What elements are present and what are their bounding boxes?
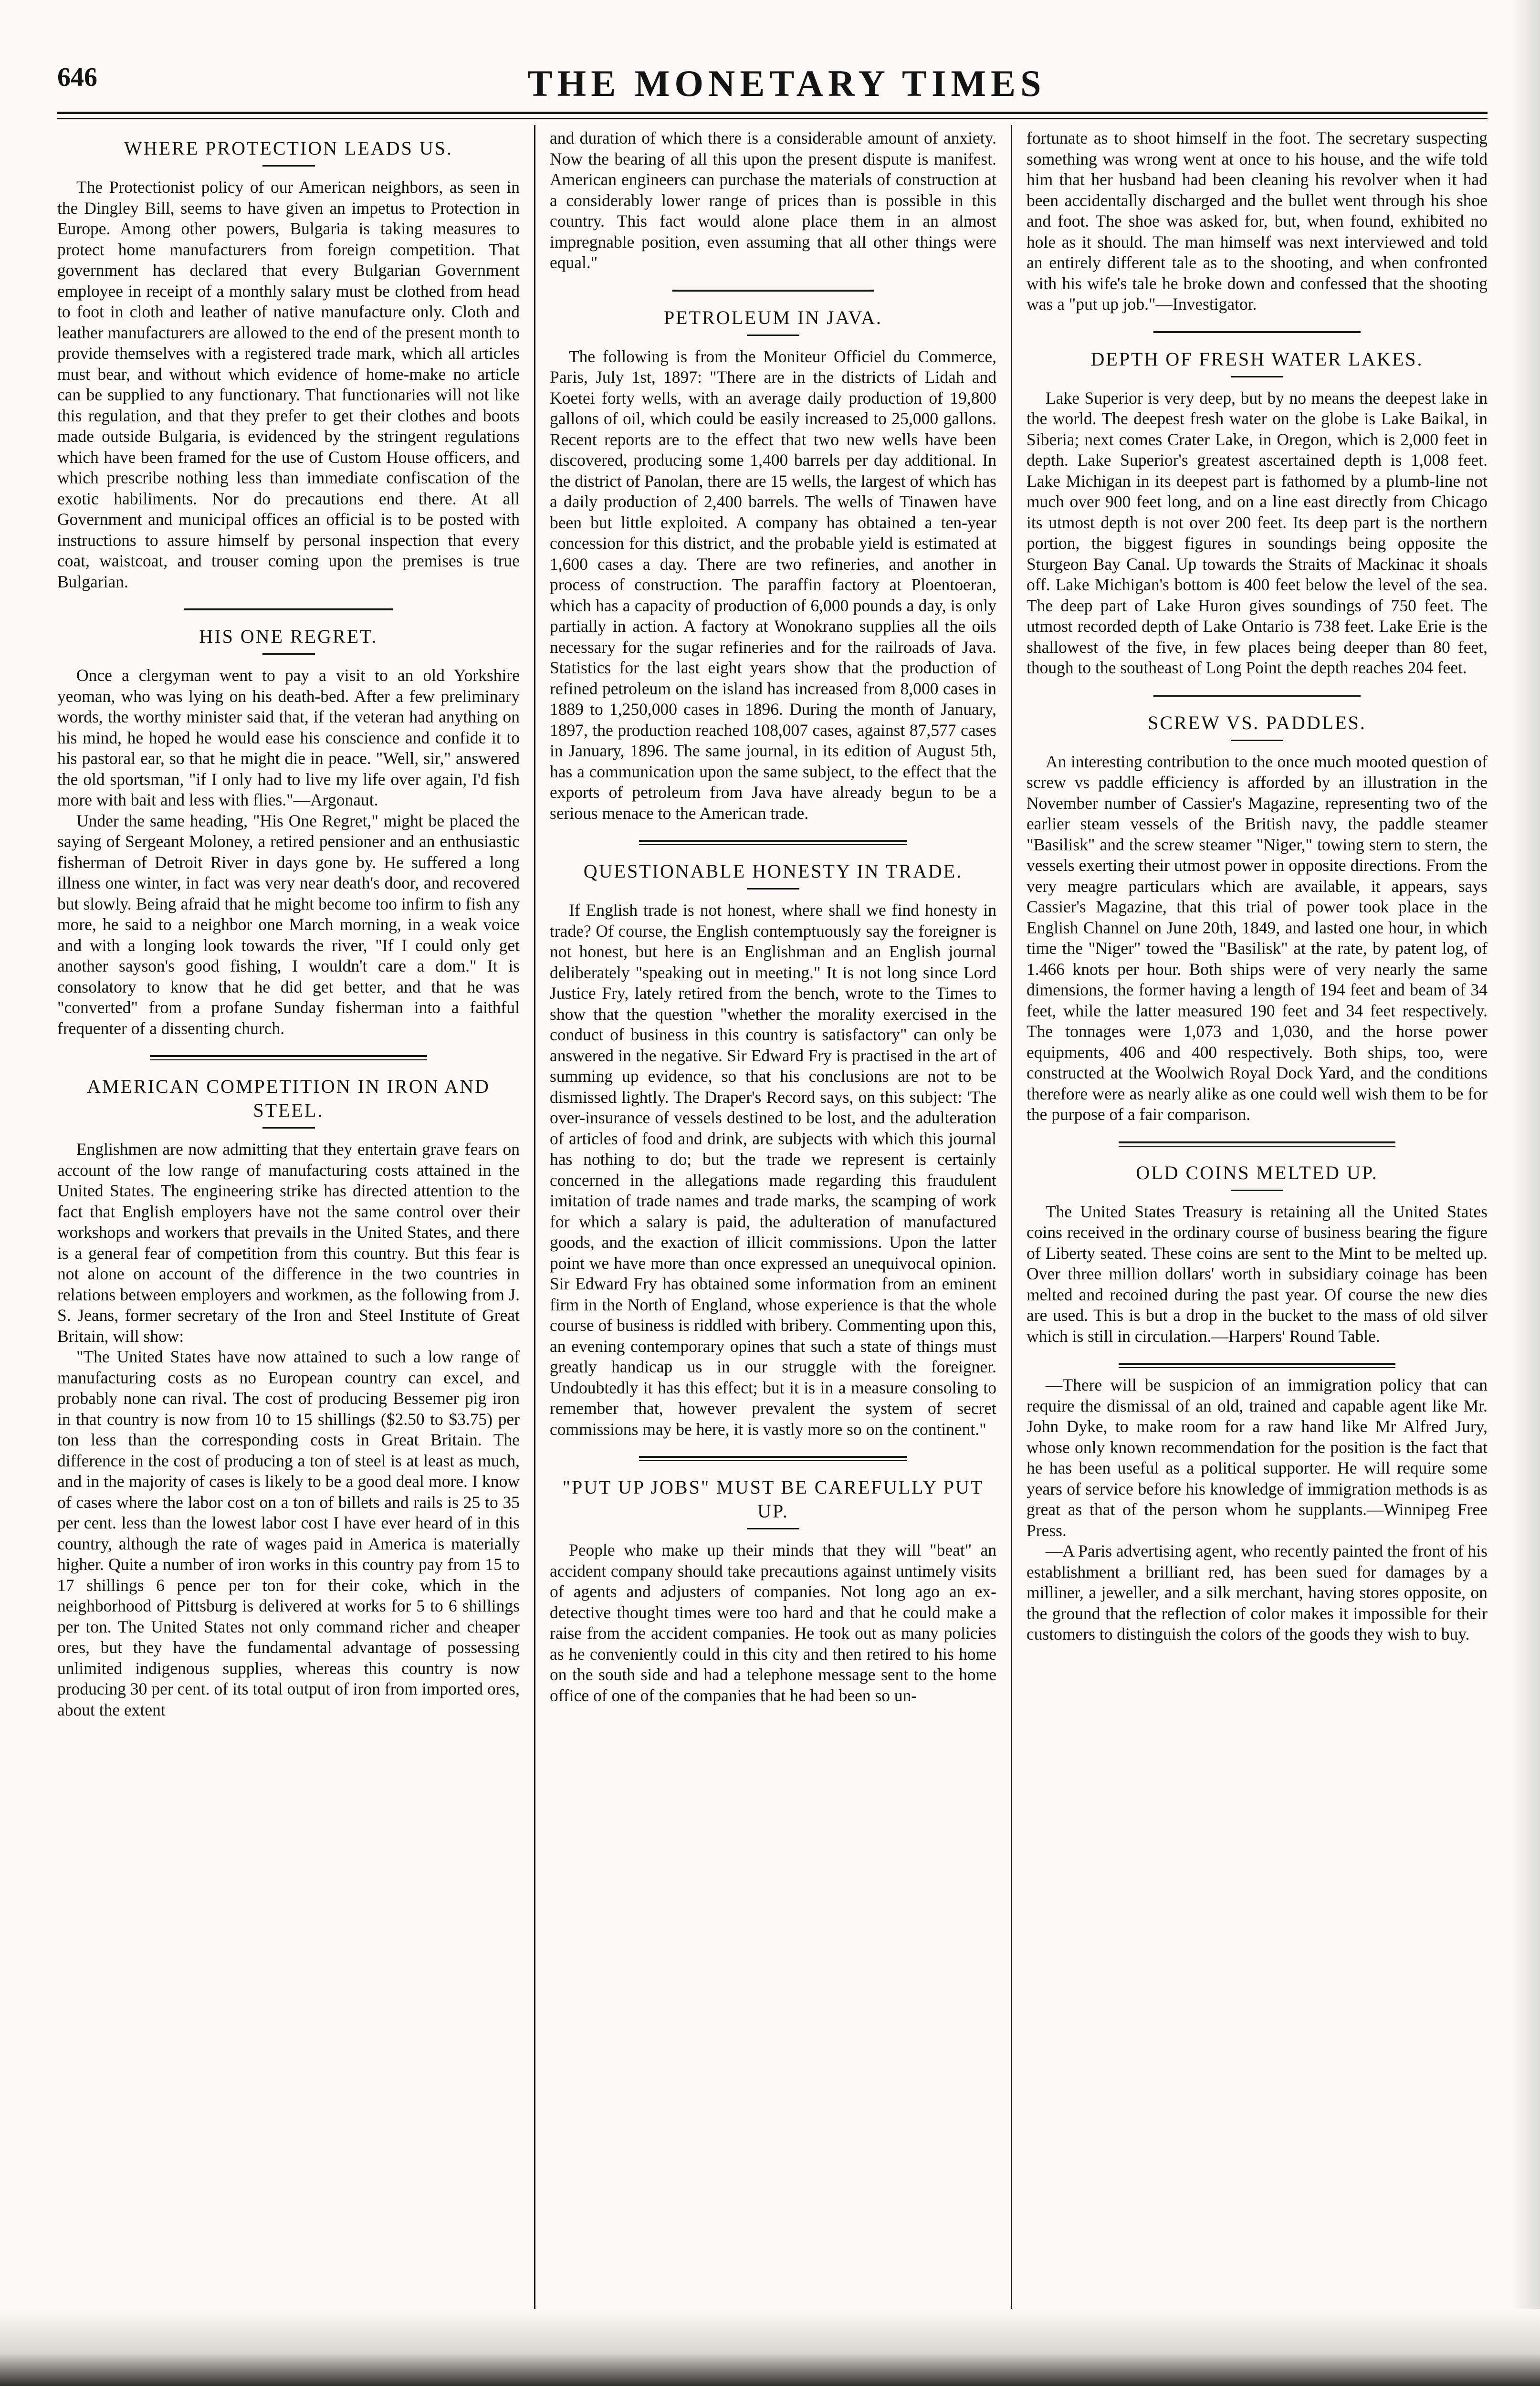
- section-divider: [150, 1055, 427, 1060]
- section-divider: [1119, 1363, 1395, 1368]
- headline-rule: [262, 165, 315, 167]
- section-divider: [672, 290, 873, 292]
- article-paragraph: People who make up their minds that they will "beat" an accident company should take precautions against untimely visits of agents and adjusters of companies. Not long ago an ex-detective thought times were too hard and that he could make a raise from the accident companies. He took out as many policies as he conveniently could in this city and then retired to his home on the south side and had a telephone message sent to the home office of one of the companies that he had been so un-: [550, 1540, 996, 1705]
- headline-rule: [262, 653, 315, 655]
- section-divider: [639, 1456, 907, 1461]
- section-divider: [1153, 695, 1361, 697]
- article-paragraph: The Protectionist policy of our American neighbors, as seen in the Dingley Bill, seems to have given an impetus to Protection in Europe. Among other powers, Bulgaria is taking measures to protect home manufacturers from foreign competition. That government has declared that every Bulgarian Government employee in receipt of a monthly salary must be clothed from head to foot in cloth and leather of native manufacture only. Cloth and leather manufacturers are allowed to the end of the present month to provide themselves with a registered trade mark, which all articles must bear, and without which evidence of home-make no article can be supplied to any functionary. That functionaries will not like this regulation, and that they prefer to get their clothes and boots made outside Bulgaria, is evidenced by the stringent regulations which have been framed for the use of Custom House officers, and which prescribe nothing less than immediate confiscation of the exotic habiliments. Nor do precautions end there. At all Government and municipal offices an official is to be posted with instructions to assure himself by personal inspection that every coat, waistcoat, and trouser coming upon the premises is true Bulgarian.: [57, 178, 520, 591]
- article-headline: DEPTH OF FRESH WATER LAKES.: [1090, 348, 1424, 370]
- headline-rule: [1231, 376, 1283, 377]
- article-depth-of-fresh-water-lakes: [1027, 347, 1488, 679]
- section-divider: [639, 840, 907, 845]
- article-paragraph: Once a clergyman went to pay a visit to an old Yorkshire yeoman, who was lying on his death-bed. After a few preliminary words, the worthy minister said that, if the veteran had anything on his mind, he hoped he would ease his conscience and confide it to his pastoral ear, so that he might die in peace. "Well, sir," answered the old sportsman, "if I only had to live my life over again, I'd fish more with bait and less with flies."—Argonaut.: [57, 666, 520, 809]
- article-where-protection-leads-us: [57, 136, 520, 592]
- article-paragraph: Under the same heading, "His One Regret," might be placed the saying of Sergeant Moloney, a retired pensioner and an enthusiastic fisherman of Detroit River in days gone by. He suffered a long illness one winter, in fact was very near death's door, and recovered but slowly. Being afraid that he might become too infirm to fish any more, he said to a neighbor one March morning, in a weak voice and with a longing look towards the river, "If I could only get another sayson's good fishing, I wouldn't care a dom." It is consolatory to know that he did get better, and that he was "converted" from a profane Sunday fisherman into a faithful frequenter of a dissenting church.: [57, 811, 520, 1038]
- article-headline: AMERICAN COMPETITION IN IRON AND STEEL.: [87, 1076, 490, 1121]
- article-old-coins-melted-up: [1027, 1161, 1488, 1347]
- article-paragraph: —A Paris advertising agent, who recently painted the front of his establishment a brilliant red, has been sued for damages by a milliner, a jeweller, and a silk merchant, having stores opposite, on the ground that the reflection of color makes it impossible for their customers to distinguish the colors of the goods they wish to buy.: [1027, 1541, 1488, 1643]
- section-divider: [1119, 1141, 1395, 1147]
- article-paragraph: "The United States have now attained to such a low range of manufacturing costs as no European country can excel, and probably none can rival. The cost of producing Bessemer pig iron in that country is now from 10 to 15 shillings ($2.50 to $3.75) per ton less than the corresponding costs in Great Britain. The difference in the cost of producing a ton of steel is at least as much, and in the majority of cases is likely to be a good deal more. I know of cases where the labor cost on a ton of billets and rails is 25 to 35 per cent. less than the lowest labor cost I have ever heard of in this country, although the rate of wages paid in America is materially higher. Quite a number of iron works in this country pay from 15 to 17 shillings 6 pence per ton for their coke, which in the neighborhood of Pittsburg is delivered at works for 5 to 6 shillings per ton. The United States not only command richer and cheaper ores, but they have the fundamental advantage of possessing unlimited indigenous supplies, whereas this country is now producing 30 per cent. of its total output of iron from imported ores, about the extent: [57, 1347, 520, 1719]
- section-divider: [1153, 331, 1361, 333]
- article-paragraph: If English trade is not honest, where shall we find honesty in trade? Of course, the English contemptuously say the foreigner is not honest, but here is an Englishman and an English journal deliberately "speaking out in meeting." It is not long since Lord Justice Fry, lately retired from the bench, wrote to the Times to show that the question "whether the morality exercised in the conduct of business in this country is satisfactory" can only be answered in the negative. Sir Edward Fry is practised in the art of summing up evidence, so that his conclusions are not to be dismissed lightly. The Draper's Record says, on this subject: 'The over-insurance of vessels destined to be lost, and the adulteration of articles of food and drink, are subjects with which this journal has nothing to do; but the trade we represent is certainly concerned in the allegations made regarding this fraudulent imitation of trade names and trade marks, the scamping of work for which a salary is paid, the adulteration of manufactured goods, and the exaction of illicit commissions. Upon the latter point we have more than once expressed an unequivocal opinion. Sir Edward Fry has obtained some information from an eminent firm in the North of England, whose experience is that the whole course of business is riddled with bribery. Commenting upon this, an evening contemporary opines that such a state of things must greatly handicap us in our struggle with the foreigner. Undoubtedly it has this effect; but it is in a measure consoling to remember that, however prevalent the system of secret commissions may be here, it is vastly more so on the continent.": [550, 900, 996, 1439]
- article-headline: SCREW VS. PADDLES.: [1148, 712, 1366, 733]
- article-headline: WHERE PROTECTION LEADS US.: [124, 137, 453, 159]
- page-edge-shadow: [1511, 0, 1540, 2386]
- article-paragraph: The following is from the Moniteur Officiel du Commerce, Paris, July 1st, 1897: "There are in the districts of Lidah and Koetei forty wells, with an average daily production of 19,800 gallons of oil, which could be easily increased to 25,000 gallons. Recent reports are to the effect that two new wells have been discovered, producing some 1,400 barrels per day additional. In the district of Panolan, there are 15 wells, the largest of which has a daily production of 2,400 barrels. The wells of Tinawen have been but little exploited. A company has obtained a ten-year concession for this district, and the probable yield is estimated at 1,600 cases a day. There are two refineries, and another in process of construction. The paraffin factory at Ploentoeran, which has a capacity of production of 6,000 pounds a day, is only partially in action. A factory at Wonokrano supplies all the oils necessary for the sugar refineries and for the railroads of Java. Statistics for the last eight years show that the production of refined petroleum on the island has increased from 8,000 cases in 1889 to 1,250,000 cases in 1896. During the month of January, 1897, the production reached 108,007 cases, against 87,577 cases in January, 1896. The same journal, in its edition of August 5th, has a communication upon the same subject, to the effect that the exports of petroleum from Java have already begun to be a serious menace to the American trade.: [550, 346, 996, 823]
- column-3: [1011, 125, 1488, 2315]
- article-put-up-jobs: [550, 1476, 996, 1706]
- article-paragraph: fortunate as to shoot himself in the foot. The secretary suspecting something was wrong went at once to his house, and the wife told him that her husband had been cleaning his revolver when it had been accidentally discharged and the bullet went through his shoe and foot. The shoe was asked for, but, when found, exhibited no hole as it should. The man himself was next interviewed and told an entirely different tale as to the shooting, and when confronted with his wife's tale he broke down and confessed that the shooting was a "put up job."—Investigator.: [1027, 128, 1488, 314]
- headline-rule: [747, 888, 799, 890]
- article-paragraph: An interesting contribution to the once much mooted question of screw vs paddle efficiency is afforded by an illustration in the November number of Cassier's Magazine, representing two of the earlier steam vessels of the British navy, the paddle steamer "Basilisk" and the screw steamer "Niger," towing stern to stern, the vessels exerting their utmost power in opposite directions. From the very meagre particulars which are available, it appears, says Cassier's Magazine, that this trial of power took place in the English Channel on June 20th, 1849, and lasted one hour, in which time the "Niger" towed the "Basilisk" at the rate, by patent log, of 1.466 knots per hour. Both ships were of very nearly the same dimensions, the former having a length of 194 feet and beam of 34 feet, while the latter measured 190 feet and 34 feet respectively. The tonnages were 1,073 and 1,030, and the horse power equipments, 406 and 400 respectively. Both ships, too, were constructed at the Woolwich Royal Dock Yard, and the conditions therefore were as nearly alike as one could well wish them to be for the purpose of a fair comparison.: [1027, 752, 1488, 1124]
- headline-rule: [1231, 1190, 1283, 1191]
- article-paragraph: Lake Superior is very deep, but by no means the deepest lake in the world. The deepest fresh water on the globe is Lake Baikal, in Siberia; next comes Crater Lake, in Oregon, which is 2,000 feet in depth. Lake Superior's greatest ascertained depth is 1,008 feet. Lake Michigan in its deepest part is fathomed by a plumb-line not much over 900 feet long, and on a line east directly from Chicago its utmost depth is not over 200 feet. Its deep part is the northern portion, the biggest figures in soundings being opposite the Sturgeon Bay Canal. Up towards the Straits of Mackinac it shoals off. Lake Michigan's bottom is 400 feet below the level of the sea. The deep part of Lake Huron gives soundings of 750 feet. The utmost recorded depth of Lake Ontario is 738 feet. Lake Erie is the shallowest of the five, in few places being deeper than 80 feet, though to the southeast of Long Point the depth reaches 204 feet.: [1027, 388, 1488, 677]
- headline-rule: [747, 335, 799, 336]
- article-paragraph: and duration of which there is a considerable amount of anxiety. Now the bearing of all this upon the present dispute is manifest. American engineers can purchase the materials of construction at a considerably lower range of prices than is possible in this country. This fact would alone place them in an almost impregnable position, even assuming that all other things were equal.": [550, 128, 996, 272]
- article-american-competition: [57, 1075, 520, 1720]
- article-headline: HIS ONE REGRET.: [199, 626, 378, 647]
- masthead: [57, 62, 1488, 105]
- article-headline: QUESTIONABLE HONESTY IN TRADE.: [583, 860, 963, 882]
- headline-rule: [1231, 740, 1283, 741]
- scan-bottom-band: [0, 2309, 1540, 2386]
- article-notes: [1027, 1375, 1488, 1645]
- headline-rule: [262, 1127, 315, 1129]
- headline-rule: [747, 1528, 799, 1529]
- article-continuation: [550, 128, 996, 273]
- column-2: [534, 125, 1011, 2315]
- article-questionable-honesty: [550, 859, 996, 1440]
- article-headline: "PUT UP JOBS" MUST BE CAREFULLY PUT UP.: [562, 1476, 984, 1522]
- journal-title: THE MONETARY TIMES: [527, 63, 1046, 104]
- article-continuation: [1027, 128, 1488, 315]
- article-screw-vs-paddles: [1027, 711, 1488, 1125]
- section-divider: [184, 608, 392, 610]
- column-1: [57, 125, 534, 2315]
- article-headline: OLD COINS MELTED UP.: [1136, 1162, 1378, 1183]
- columns: [57, 125, 1488, 2315]
- article-paragraph: The United States Treasury is retaining all the United States coins received in the ordinary course of business bearing the figure of Liberty seated. These coins are sent to the Mint to be melted up. Over three million dollars' worth in subsidiary coinage has been melted and recoined during the past year. Of course the new dies are used. This is but a drop in the bucket to the mass of old silver which is still in circulation.—Harpers' Round Table.: [1027, 1202, 1488, 1346]
- masthead-rule: [57, 112, 1488, 119]
- page-number: 646: [57, 63, 97, 92]
- article-paragraph: —There will be suspicion of an immigration policy that can require the dismissal of an old, trained and capable agent like Mr. John Dyke, to make room for a raw hand like Mr Alfred Jury, whose only known recommendation for the position is the fact that he has been useful as a political supporter. He will require some years of service before his knowledge of immigration methods is as great as that of the person whom he supplants.—Winnipeg Free Press.: [1027, 1375, 1488, 1540]
- article-headline: PETROLEUM IN JAVA.: [663, 306, 883, 328]
- article-his-one-regret: [57, 625, 520, 1039]
- article-petroleum-in-java: [550, 306, 996, 824]
- article-paragraph: Englishmen are now admitting that they entertain grave fears on account of the low range of manufacturing costs attained in the United States. The engineering strike has directed attention to the fact that English employers have not the same control over their workshops and workers that prevails in the United States, and there is a general fear of competition from this country. But this fear is not alone on account of the difference in the two countries in relations between employers and workmen, as the following from J. S. Jeans, former secretary of the Iron and Steel Institute of Great Britain, will show:: [57, 1140, 520, 1346]
